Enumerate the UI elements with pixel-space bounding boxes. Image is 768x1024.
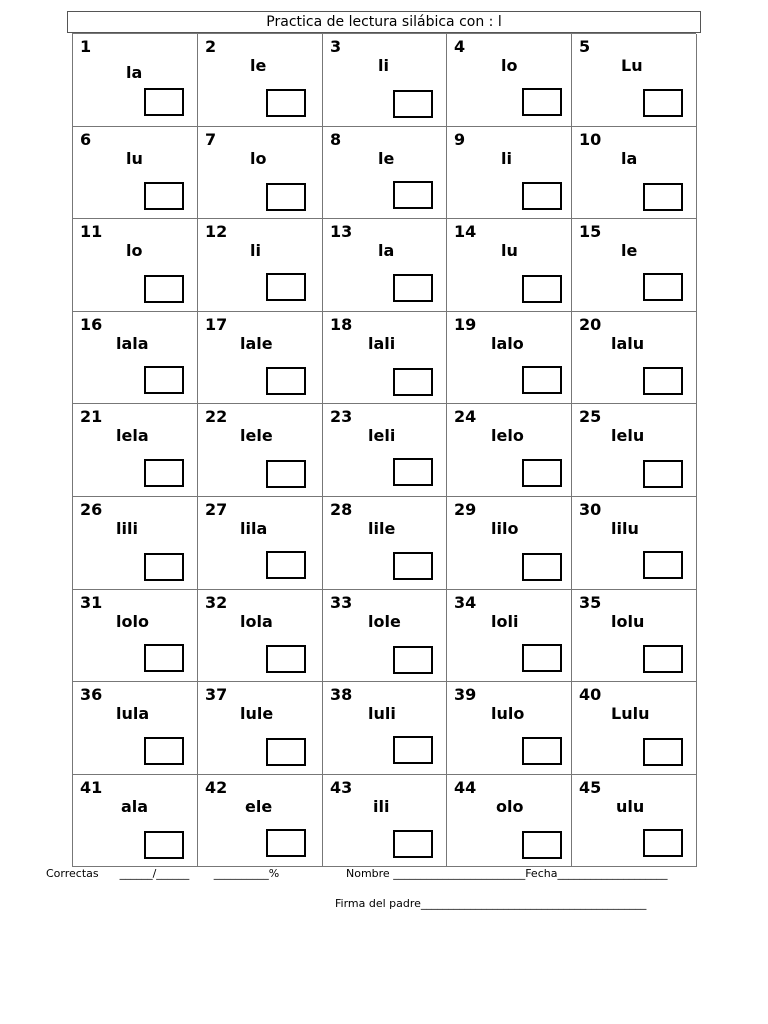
item-number: 44 [454,777,477,797]
syllable-text: lola [240,611,273,631]
syllable-grid [72,33,696,867]
answer-checkbox[interactable] [643,645,683,673]
answer-checkbox[interactable] [643,551,683,579]
syllable-cell [447,34,572,127]
syllable-text: luli [368,704,396,724]
item-number: 43 [330,777,353,797]
syllable-cell [572,312,697,405]
item-number: 20 [579,314,602,334]
answer-checkbox[interactable] [144,553,184,581]
answer-checkbox[interactable] [393,552,433,580]
item-number: 10 [579,129,602,149]
syllable-cell [73,590,198,683]
syllable-cell [323,404,447,497]
item-number: 40 [579,685,602,705]
answer-checkbox[interactable] [266,89,306,117]
syllable-cell [447,497,572,590]
syllable-cell [198,590,323,683]
item-number: 11 [80,222,103,242]
item-number: 14 [454,222,477,242]
syllable-cell [198,682,323,775]
item-number: 3 [330,37,342,56]
syllable-text: li [501,148,512,168]
syllable-cell [73,219,198,312]
syllable-text: li [250,241,261,261]
answer-checkbox[interactable] [643,183,683,211]
syllable-text: lele [240,426,273,446]
syllable-text: la [378,241,395,261]
syllable-text: lalu [611,333,645,353]
answer-checkbox[interactable] [393,90,433,118]
syllable-cell [73,34,198,127]
syllable-text: lolo [116,611,149,631]
item-number: 45 [579,777,602,797]
item-number: 17 [205,314,228,334]
item-number: 32 [205,592,228,612]
answer-checkbox[interactable] [522,459,562,487]
syllable-text: lu [126,148,143,168]
syllable-text: Lu [621,56,643,75]
answer-checkbox[interactable] [266,829,306,857]
syllable-cell [323,127,447,220]
syllable-text: lali [368,333,396,353]
syllable-cell [572,219,697,312]
syllable-text: li [378,56,389,75]
syllable-text: ulu [616,796,645,816]
item-number: 35 [579,592,602,612]
syllable-text: lela [116,426,149,446]
item-number: 2 [205,37,217,56]
syllable-text: lilu [611,519,639,538]
answer-checkbox[interactable] [144,459,184,487]
syllable-text: olo [496,796,524,816]
syllable-cell [73,127,198,220]
item-number: 9 [454,129,466,149]
answer-checkbox[interactable] [393,736,433,764]
syllable-cell [73,404,198,497]
answer-checkbox[interactable] [643,460,683,488]
syllable-text: lale [240,333,273,353]
syllable-cell [572,404,697,497]
syllable-cell [323,775,447,868]
syllable-text: lila [240,519,268,538]
answer-checkbox[interactable] [266,183,306,211]
syllable-cell [323,590,447,683]
answer-checkbox[interactable] [643,89,683,117]
syllable-cell [572,682,697,775]
item-number: 36 [80,685,103,705]
answer-checkbox[interactable] [643,273,683,301]
answer-checkbox[interactable] [522,737,562,765]
item-number: 19 [454,314,477,334]
item-number: 13 [330,222,353,242]
answer-checkbox[interactable] [266,273,306,301]
item-number: 26 [80,500,103,519]
syllable-cell [73,682,198,775]
answer-checkbox[interactable] [144,737,184,765]
answer-checkbox[interactable] [522,182,562,210]
item-number: 37 [205,685,228,705]
answer-checkbox[interactable] [393,368,433,396]
syllable-cell [447,219,572,312]
syllable-text: lole [368,611,401,631]
answer-checkbox[interactable] [266,367,306,395]
syllable-cell [447,127,572,220]
item-number: 42 [205,777,228,797]
syllable-text: ili [373,796,390,816]
item-number: 41 [80,777,103,797]
answer-checkbox[interactable] [144,275,184,303]
item-number: 25 [579,407,602,427]
item-number: 15 [579,222,602,242]
syllable-cell [572,775,697,868]
syllable-text: leli [368,426,396,446]
syllable-cell [73,497,198,590]
item-number: 30 [579,500,602,519]
answer-checkbox[interactable] [522,88,562,116]
syllable-cell [323,34,447,127]
syllable-cell [198,497,323,590]
syllable-cell [447,404,572,497]
syllable-cell [447,590,572,683]
syllable-cell [572,590,697,683]
item-number: 28 [330,500,353,519]
item-number: 33 [330,592,353,612]
syllable-text: lelu [611,426,645,446]
syllable-cell [323,682,447,775]
syllable-cell [73,312,198,405]
item-number: 34 [454,592,477,612]
syllable-text: lile [368,519,396,538]
answer-checkbox[interactable] [522,831,562,859]
item-number: 39 [454,685,477,705]
syllable-text: le [378,148,395,168]
answer-checkbox[interactable] [266,551,306,579]
syllable-text: lo [126,241,143,261]
item-number: 31 [80,592,103,612]
syllable-cell [323,219,447,312]
item-number: 8 [330,129,342,149]
syllable-text: la [126,63,143,82]
syllable-cell [198,34,323,127]
answer-checkbox[interactable] [266,460,306,488]
syllable-text: lili [116,519,138,538]
answer-checkbox[interactable] [522,366,562,394]
item-number: 12 [205,222,228,242]
answer-checkbox[interactable] [144,88,184,116]
answer-checkbox[interactable] [266,645,306,673]
syllable-cell [198,127,323,220]
syllable-text: lo [501,56,518,75]
item-number: 27 [205,500,228,519]
answer-checkbox[interactable] [643,738,683,766]
answer-checkbox[interactable] [393,646,433,674]
syllable-text: la [621,148,638,168]
correct-count-line: Correctas ______/______ __________% [46,867,280,880]
syllable-cell [323,312,447,405]
syllable-text: le [621,241,638,261]
syllable-text: ele [245,796,273,816]
answer-checkbox[interactable] [643,367,683,395]
answer-checkbox[interactable] [522,275,562,303]
syllable-cell [73,775,198,868]
answer-checkbox[interactable] [522,644,562,672]
syllable-cell [447,312,572,405]
syllable-cell [198,775,323,868]
syllable-text: lo [250,148,267,168]
item-number: 1 [80,37,92,56]
item-number: 5 [579,37,591,56]
syllable-text: le [250,56,267,75]
syllable-cell [572,127,697,220]
answer-checkbox[interactable] [643,829,683,857]
answer-checkbox[interactable] [144,644,184,672]
item-number: 38 [330,685,353,705]
item-number: 29 [454,500,477,519]
syllable-cell [572,497,697,590]
answer-checkbox[interactable] [393,274,433,302]
syllable-text: lelo [491,426,524,446]
syllable-cell [198,219,323,312]
syllable-text: lule [240,704,274,724]
syllable-text: loli [491,611,519,631]
syllable-text: lalo [491,333,524,353]
answer-checkbox[interactable] [393,181,433,209]
answer-checkbox[interactable] [144,182,184,210]
syllable-cell [198,404,323,497]
answer-checkbox[interactable] [393,830,433,858]
item-number: 6 [80,129,92,149]
answer-checkbox[interactable] [393,458,433,486]
name-date-line: Nombre ________________________Fecha____________________ [346,867,668,880]
item-number: 7 [205,129,217,149]
item-number: 23 [330,407,353,427]
answer-checkbox[interactable] [144,831,184,859]
syllable-cell [198,312,323,405]
item-number: 22 [205,407,228,427]
syllable-text: lolu [611,611,645,631]
item-number: 16 [80,314,103,334]
worksheet-title: Practica de lectura silábica con : l [67,11,701,33]
answer-checkbox[interactable] [144,366,184,394]
syllable-cell [323,497,447,590]
item-number: 4 [454,37,466,56]
answer-checkbox[interactable] [522,553,562,581]
answer-checkbox[interactable] [266,738,306,766]
syllable-text: ala [121,796,149,816]
syllable-text: lala [116,333,149,353]
item-number: 18 [330,314,353,334]
syllable-text: lu [501,241,518,261]
syllable-text: lilo [491,519,519,538]
item-number: 21 [80,407,103,427]
syllable-cell [572,34,697,127]
syllable-text: lulo [491,704,525,724]
syllable-cell [447,775,572,868]
parent-signature-line: Firma del padre_________________________________________ [335,897,647,910]
item-number: 24 [454,407,477,427]
syllable-text: lula [116,704,150,724]
syllable-text: Lulu [611,704,650,724]
syllable-cell [447,682,572,775]
